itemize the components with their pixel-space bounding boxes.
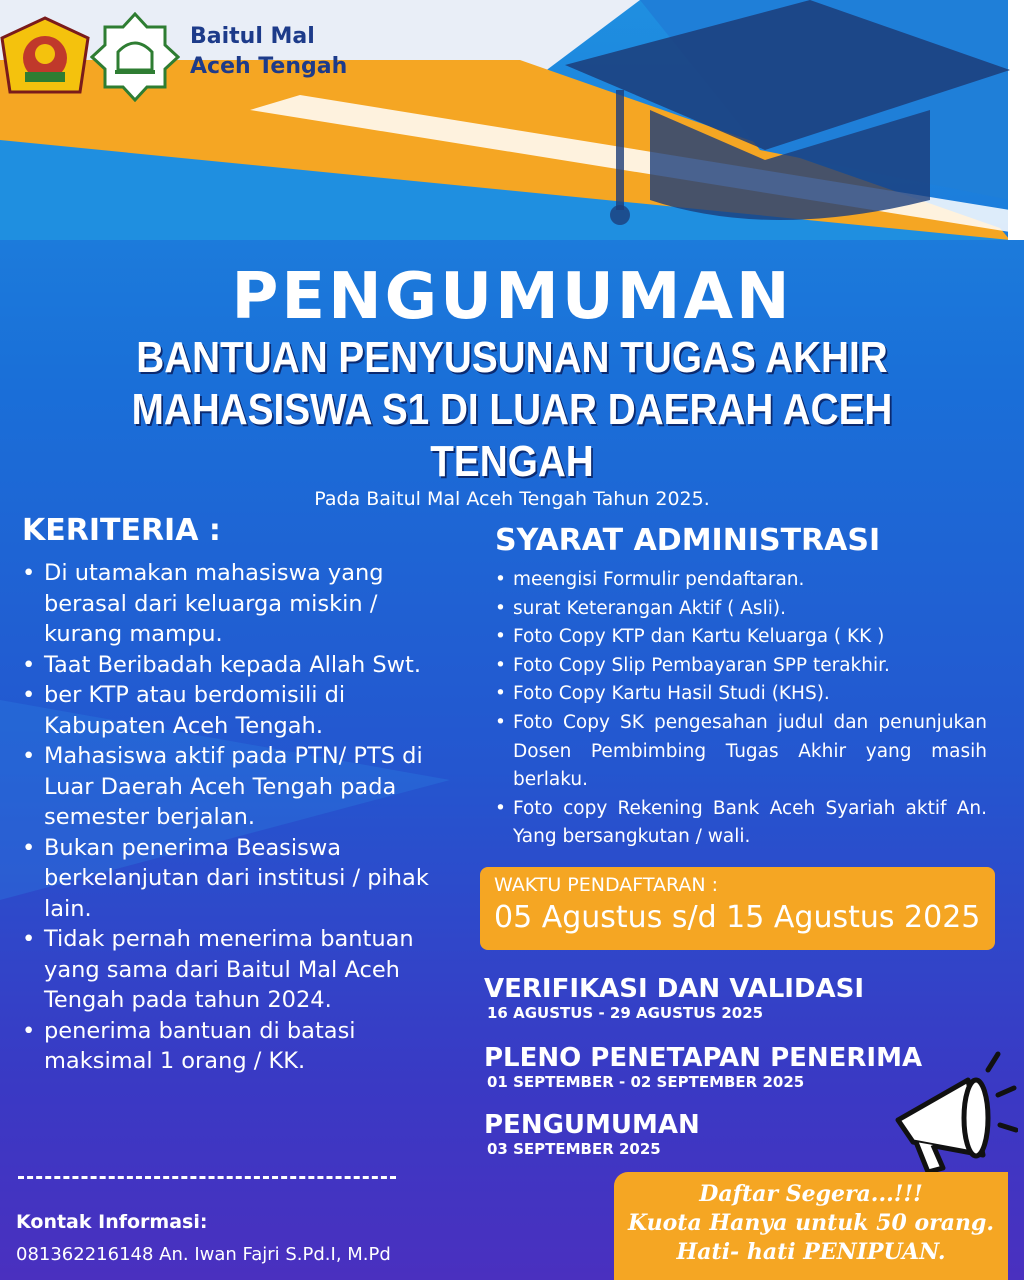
graduation-cap-icon	[560, 0, 1020, 260]
announcement-title: PENGUMUMAN	[231, 260, 793, 334]
list-item: • Mahasiswa aktif pada PTN/ PTS di Luar Daerah Aceh Tengah pada semester berjalan.	[22, 741, 452, 833]
list-item: • Foto copy Rekening Bank Aceh Syariah aktif An. Yang bersangkutan / wali.	[495, 795, 987, 852]
requirements-list	[495, 566, 987, 852]
phase-title: PLENO PENETAPAN PENERIMA	[484, 1043, 923, 1073]
registration-box	[480, 867, 995, 950]
list-item: • meengisi Formulir pendaftaran.	[495, 566, 987, 595]
list-item: • Tidak pernah menerima bantuan yang sama dari Baitul Mal Aceh Tengah pada tahun 2024.	[22, 924, 452, 1016]
headline	[0, 262, 1024, 510]
cta-line-3: Hati- hati PENIPUAN.	[676, 1239, 946, 1265]
requirements-title: SYARAT ADMINISTRASI	[495, 523, 881, 558]
baitul-mal-logo-icon	[90, 12, 180, 102]
registration-date: 05 Agustus s/d 15 Agustus 2025	[494, 900, 981, 935]
phase-announcement	[484, 1110, 700, 1158]
list-item: • Foto Copy Slip Pembayaran SPP terakhir.	[495, 652, 987, 681]
cta-line-1: Daftar Segera...!!!	[699, 1181, 923, 1207]
regency-emblem-icon	[0, 16, 90, 98]
list-item: • Taat Beribadah kepada Allah Swt.	[22, 650, 452, 681]
dashed-divider	[18, 1176, 396, 1179]
criteria-list	[22, 558, 452, 1077]
requirements-section	[495, 522, 987, 852]
list-item: • Foto Copy SK pengesahan judul dan penunjukan Dosen Pembimbing Tugas Akhir yang masih berlaku.	[495, 709, 987, 795]
brand-line-2: Aceh Tengah	[190, 54, 348, 79]
year-line: Pada Baitul Mal Aceh Tengah Tahun 2025.	[314, 488, 710, 510]
phase-verification	[484, 974, 864, 1022]
call-to-action-box	[614, 1172, 1008, 1280]
phase-title: VERIFIKASI DAN VALIDASI	[484, 974, 865, 1004]
list-item: • Foto Copy KTP dan Kartu Keluarga ( KK )	[495, 623, 987, 652]
brand-name	[190, 22, 347, 82]
list-item: • penerima bantuan di batasi maksimal 1 orang / KK.	[22, 1016, 452, 1077]
brand-line-1: Baitul Mal	[190, 24, 315, 49]
contact-label: Kontak Informasi:	[16, 1211, 208, 1233]
phase-date: 01 SEPTEMBER - 02 SEPTEMBER 2025	[487, 1073, 805, 1091]
phase-date: 03 SEPTEMBER 2025	[487, 1140, 661, 1158]
subtitle-line-2: MAHASISWA S1 DI LUAR DAERAH ACEH TENGAH	[131, 385, 893, 486]
megaphone-icon	[888, 1050, 1018, 1175]
list-item: • Bukan penerima Beasiswa berkelanjutan dari institusi / pihak lain.	[22, 833, 452, 925]
phase-date: 16 AGUSTUS - 29 AGUSTUS 2025	[487, 1004, 764, 1022]
list-item: • Foto Copy Kartu Hasil Studi (KHS).	[495, 680, 987, 709]
criteria-title: KERITERIA :	[22, 513, 221, 548]
cta-line-2: Kuota Hanya untuk 50 orang.	[628, 1210, 994, 1236]
list-item: • Di utamakan mahasiswa yang berasal dari keluarga miskin / kurang mampu.	[22, 558, 452, 650]
registration-label: WAKTU PENDAFTARAN :	[494, 874, 719, 896]
contact-section	[16, 1208, 391, 1270]
subtitle-line-1: BANTUAN PENYUSUNAN TUGAS AKHIR	[136, 333, 888, 382]
logo-group	[0, 12, 180, 102]
contact-phone: 081362216148 An. Iwan Fajri S.Pd.I, M.Pd	[16, 1244, 391, 1265]
list-item: • surat Keterangan Aktif ( Asli).	[495, 595, 987, 624]
phase-plenary	[484, 1043, 922, 1091]
criteria-section	[22, 512, 452, 1077]
list-item: • ber KTP atau berdomisili di Kabupaten Aceh Tengah.	[22, 680, 452, 741]
phase-title: PENGUMUMAN	[484, 1110, 700, 1140]
